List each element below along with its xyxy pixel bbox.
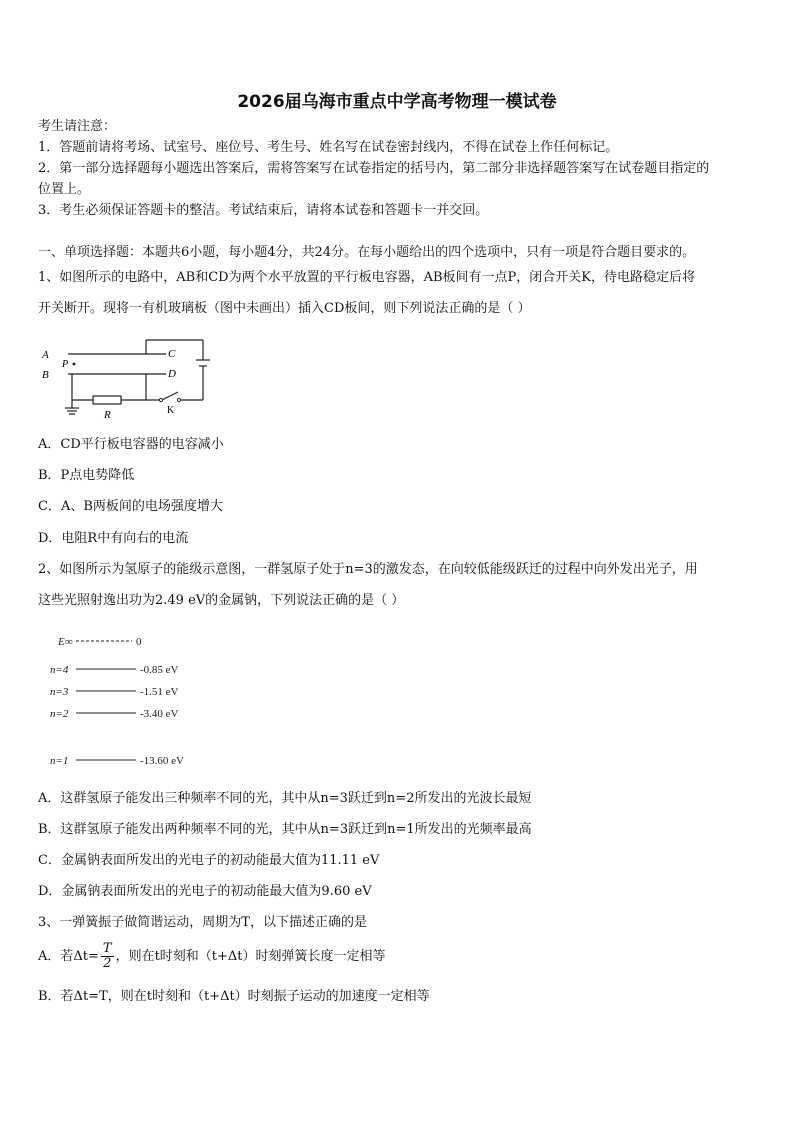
exam-title: 2026届乌海市重点中学高考物理一模试卷 xyxy=(237,92,557,112)
q3-option-a-suffix: ，则在t时刻和（t+Δt）时刻弹簧长度一定相等 xyxy=(115,949,386,964)
q2-energy-level-diagram xyxy=(44,628,214,776)
fig-label-d: D xyxy=(168,368,176,380)
q2-stem-line2: 这些光照射逸出功为2.49 eV的金属钠，下列说法正确的是（ ） xyxy=(38,593,405,608)
q3-option-a xyxy=(38,942,386,972)
q1-stem-line1: 1、如图所示的电路中，AB和CD为两个水平放置的平行板电容器，AB板间有一点P，闭合开关K，待电路稳定后将 xyxy=(38,270,695,285)
q2-option-d: D．金属钠表面所发出的光电子的初动能最大值为9.60 eV xyxy=(38,884,372,899)
q3-option-b: B．若Δt=T，则在t时刻和（t+Δt）时刻振子运动的加速度一定相等 xyxy=(38,989,430,1004)
q1-option-a: A．CD平行板电容器的电容减小 xyxy=(38,437,224,452)
level-label-3: n=3 xyxy=(50,686,69,698)
fig-label-p: P xyxy=(62,359,69,370)
notice-item-2-cont: 位置上。 xyxy=(38,182,91,197)
level-energy-1: -13.60 eV xyxy=(140,755,184,767)
fig-label-r: R xyxy=(104,409,111,421)
fig-label-b: B xyxy=(42,369,49,381)
q1-circuit-diagram xyxy=(38,332,218,422)
level-energy-2: -3.40 eV xyxy=(140,708,179,720)
fraction-numerator: T xyxy=(102,941,112,956)
q3-stem: 3、一弹簧振子做简谐运动，周期为T，以下描述正确的是 xyxy=(38,915,367,930)
level-label-2: n=2 xyxy=(50,708,69,720)
notice-item-2: 2．第一部分选择题每小题选出答案后，需将答案写在试卷指定的括号内，第二部分非选择题答案写在试卷题目指定的 xyxy=(38,161,710,176)
q1-option-c: C．A、B两板间的电场强度增大 xyxy=(38,499,223,514)
fig-label-a: A xyxy=(42,349,49,361)
q2-option-c: C．金属钠表面所发出的光电子的初动能最大值为11.11 eV xyxy=(38,853,380,868)
q2-option-b: B．这群氢原子能发出两种频率不同的光，其中从n=3跃迁到n=1所发出的光频率最高 xyxy=(38,822,532,837)
q2-option-a: A．这群氢原子能发出三种频率不同的光，其中从n=3跃迁到n=2所发出的光波长最短 xyxy=(38,791,532,806)
level-label-inf: E∞ xyxy=(58,636,73,648)
section-heading: 一、单项选择题：本题共6小题，每小题4分，共24分。在每小题给出的四个选项中，只有一项是符合题目要求的。 xyxy=(38,245,696,260)
q1-stem-line2: 开关断开。现将一有机玻璃板（图中未画出）插入CD板间，则下列说法正确的是（ ） xyxy=(38,301,531,316)
fig-label-k: K xyxy=(167,405,175,416)
level-label-1: n=1 xyxy=(50,755,69,767)
level-energy-3: -1.51 eV xyxy=(140,686,179,698)
fig-label-c: C xyxy=(168,348,176,360)
level-label-4: n=4 xyxy=(50,664,69,676)
level-energy-4: -0.85 eV xyxy=(140,664,179,676)
fraction-t-over-2 xyxy=(101,942,114,971)
q1-option-b: B．P点电势降低 xyxy=(38,468,135,483)
q2-stem-line1: 2、如图所示为氢原子的能级示意图，一群氢原子处于n=3的激发态，在向较低能级跃迁的过程中向外发出光子，用 xyxy=(38,562,698,577)
q3-option-a-prefix: A．若Δt= xyxy=(38,949,99,964)
q1-option-d: D．电阻R中有向右的电流 xyxy=(38,531,189,546)
notice-item-3: 3．考生必须保证答题卡的整洁。考试结束后，请将本试卷和答题卡一并交回。 xyxy=(38,203,489,218)
fraction-denominator: 2 xyxy=(103,956,112,971)
level-energy-inf: 0 xyxy=(136,636,142,648)
notice-item-1: 1．答题前请将考场、试室号、座位号、考生号、姓名写在试卷密封线内，不得在试卷上作任何标记。 xyxy=(38,140,619,155)
notice-heading: 考生请注意： xyxy=(38,119,117,134)
